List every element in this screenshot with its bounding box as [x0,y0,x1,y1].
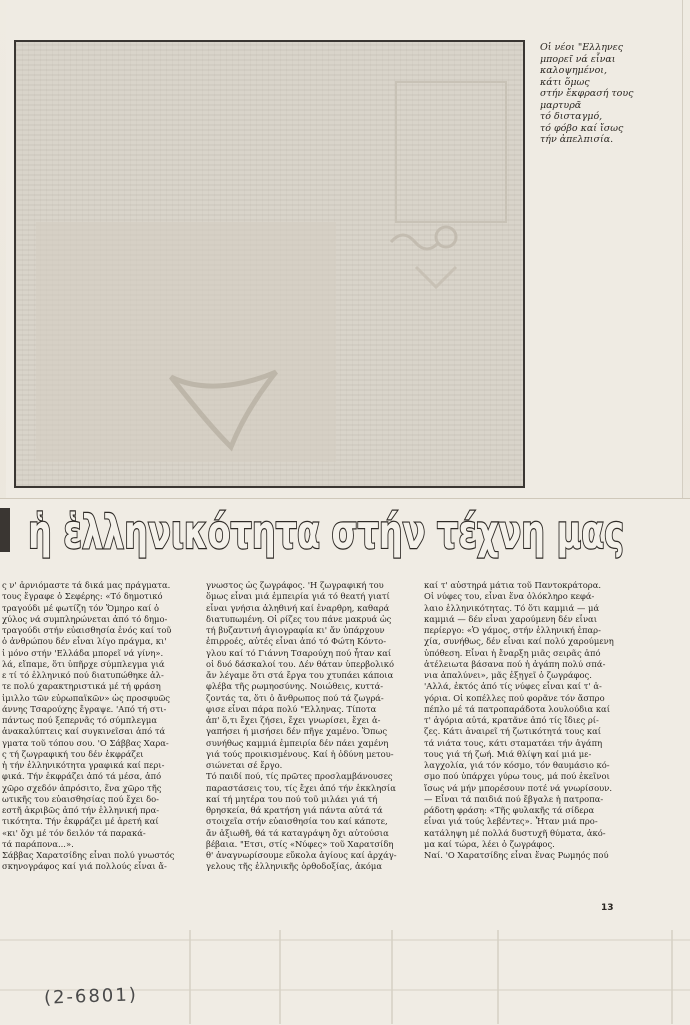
faded-photograph [14,40,525,488]
article-text-line: τά νιάτα τους, κάτι σταματάει τήν ἀγάπη [424,737,603,748]
article-text-line: λά, εἴπαμε, ὅτι ὑπῆρχε σύμπλεγμα γιά [2,658,165,669]
caption-line: τό δισταγμό, [540,111,603,122]
article-text-line: παραστάσεις του, τίς ἔχει ἀπό τήν ἐκκλησία [206,782,396,793]
article-text-line: πέπλο μέ τά πατροπαράδοτα λουλούδια καί [424,703,610,714]
article-text-line: τικότητα. Τήν ἐκφράζει μέ ἀρετή καί [2,816,159,827]
article-text-line: ἀτέλειωτα βάσανα πού ἡ ἀγάπη πολύ σπά- [424,658,606,669]
article-text-line: μα καί τώρα, λέει ὁ ζωγράφος. [424,838,555,849]
article-text-line: τραγούδι μέ φωτίζη τόν Ὅμηρο καί ὁ [2,602,160,613]
caption-line: τήν ἀπελπισία. [540,134,614,145]
article-text-line: λαιο ἑλληνικότητας. Τό ὅτι καμμιά — μά [424,602,600,613]
article-text-line: ὁ ἀνθρώπου δέν εἶναι λίγο πράγμα, κι' [2,636,167,647]
article-text-line: ζες. Κάτι ἀναιρεῖ τή ζωτικότητά τους καί [424,726,602,737]
article-text-line: γματα τοῦ τόπου σου. 'Ο Σάββας Χαρα- [2,737,169,748]
article-text-line: ς τή ζωγραφική του δέν ἐκφράζει [2,748,144,759]
article-text-line: Ναί. 'Ο Χαρατσίδης εἶναι ἕνας Ρωμηός πού [424,850,609,860]
photo-caption [540,42,640,146]
article-text-line: συνήθως καμμιά ἐμπειρία δέν πάει χαμένη [206,737,389,748]
article-text-line: ἰ μόνο στήν 'Ελλάδα μπορεῖ νά γίνη». [2,647,164,658]
article-text-line: οἱ δυό δάσκαλοί του. Δέν θάταν ὑπερβολικό [206,658,395,669]
article-text-line: Τό παιδί πού, τίς πρῶτες προσλαμβάνουσες [206,771,393,782]
caption-line: μαρτυρᾶ [540,99,582,111]
article-text-line: πάντως πού ξεπερνᾶς τό σύμπλεγμα [2,715,158,725]
article-text-line: ἄν λέγαμε ὅτι στά ἔργα του χτυπάει κάποια [206,670,394,680]
article-text-line: χῶρο σχεδόν ἀπρόσιτο, ἕνα χῶρο τῆς [2,782,162,793]
article-text-line: γνωστος ὡς ζωγράφος. 'Η ζωγραφική του [206,580,384,590]
article-text-line: γλου καί τό Γιάννη Τσαρούχη πού ἦταν καί [206,647,392,658]
article-text-line: τά παράπονα...». [2,838,74,849]
headline-text: ἡ ἑλληνικότητα στήν τέχνη μας [28,505,624,559]
article-column-1 [2,580,188,873]
article-text-line: ἴσως νά μήν μπορέσουν ποτέ νά γνωρίσουν. [424,782,612,793]
article-text-line: καί τ' αὐστηρά μάτια τοῦ Παντοκράτορα. [424,580,602,590]
article-text-line: σιώνεται σέ ἔργο. [206,760,283,770]
article-text-line: τους γιά τή ζωή. Μιά θλίψη καί μιά με- [424,748,592,759]
article-text-line: Σάββας Χαρατσίδης εἶναι πολύ γνωστός [2,850,175,860]
caption-line: στήν ἔκφρασή τους [540,88,634,99]
article-text-line: σμο πού ὑπάρχει γύρω τους, μά πού ἐκεῖνοι [424,771,610,782]
article-text-line: τ' ἀγόρια αὐτά, κρατᾶνε ἀπό τίς ἴδιες ρί- [424,715,599,725]
article-text-line: εστῆ ἀκριβῶς ἀπό τήν ἑλληνική πρα- [2,805,160,815]
article-text-line: στοιχεῖα στήν εὐαισθησία του καί κάποτε, [206,816,388,827]
article-text-line: 'Αλλά, ἐκτός ἀπό τίς νύφες εἶναι καί τ' ἀ- [424,681,602,692]
article-text-line: γαπήσει ή μισήσει δέν πῆγε χαμένο. Ὅπως [206,726,388,737]
caption-line: μπορεῖ νά εἶναι [540,53,616,65]
article-headline [0,500,640,564]
article-text-line: εἶναι γιά τούς λεβέντες». Ἦταν μιά προ- [424,816,598,827]
article-text-line: ς ν' ἀρνιόμαστε τά δικά μας πράγματα. [2,580,171,590]
article-text-line: γόρια. Οἱ κοπέλλες πού φορᾶνε τόν ἄσπρο [424,692,605,703]
article-column-3 [424,580,624,861]
article-text-line: ωτικῆς του εὐαισθησίας πού ἔχει δο- [2,793,160,804]
faded-photograph-image [16,42,523,486]
handwritten-archive-note: (2-6801) [43,984,139,1009]
article-text-line: ἰμιλλο τῶν εὐρωπαϊκῶν» ὡς προσφυῶς [2,692,170,703]
article-text-line: — Εἶναι τά παιδιά πού ἔβγαλε ἡ πατροπα- [424,793,604,804]
article-text-line: λαγχολία, γιά τόν κόσμο, τόν θαυμάσιο κό- [424,760,610,770]
article-text-line: γελους τῆς ἑλληνικῆς ὀρθοδοξίας, ἀκόμα [206,861,382,872]
article-text-line: τραγούδι στήν εὐαισθησία ἑνός καί τοῦ [2,625,172,635]
article-text-line: διατυπωμένη. Οἱ ρίζες του πάνε μακρυά ὡς [206,613,392,624]
article-text-line: γιά τούς προικισμένους. Καί ἡ ὀδύνη μετου- [206,748,394,759]
article-text-line: ράδοτη φράση: «Τῆς φυλακῆς τά σίδερα [424,805,595,815]
article-text-line: νια ἀπαλύνει», μᾶς ἐξηγεῖ ὁ ζωγράφος. [424,670,592,680]
page-number: 13 [601,903,614,913]
article-text-line: χύλος νά συμπληρώνεται ἀπό τό δημο- [2,613,168,624]
article-text-line: σκηνογράφος καί γιά πολλούς εἶναι ἄ- [2,861,167,872]
article-text-line: καμμιά — δέν εἶναι χαρούμενη δέν εἶναι [424,613,597,624]
article-text-line: ὅμως εἶναι μιά ἐμπειρία γιά τό θεατή γιατί [206,591,390,602]
article-text-line: ζοντάς τα, ὅτι ὁ ἄνθρωπος πού τά ζωγρά- [206,692,384,703]
article-text-line: θρησκεία, θά κρατήση γιά πάντα αὐτά τά [206,805,383,815]
article-text-line: χία, συνήθως, δέν εἶναι καί πολύ χαρούμενη [424,636,614,647]
article-text-line: περίεργο: «Ὁ γάμος, στήν ἑλληνική ἐπαρ- [424,625,601,635]
article-text-line: φικά. Τήν ἐκφράζει ἀπό τά μέσα, ἀπό [2,771,162,782]
article-text-line: Οἱ νύφες του, εἶναι ἕνα ὁλόκληρο κεφά- [424,591,595,602]
article-text-line: θ' ἀναγνωρίσουμε εὔκολα ἁγίους καί ἀρχάγ- [206,850,397,860]
article-text-line: φλέβα τῆς ρωμηοσύνης. Νοιώθεις, κυττά- [206,681,384,692]
article-text-line: ἡ τήν ἑλληνικότητα γραφικά καί περι- [2,760,165,770]
article-text-line: ε τί τό ἑλληνικό πού διατυπώθηκε ἀλ- [2,670,164,680]
article-text-line: βέβαια. "Ετσι, στίς «Νύφες» τοῦ Χαρατσίδη [206,838,394,849]
article-column-2 [206,580,406,873]
article-text-line: ἐπιρροές, αὐτές εἶναι ἀπό τό Φώτη Κόντο- [206,636,387,647]
article-text-line: ἀπ' ὅ,τι ἔχει ζήσει, ἔχει γνωρίσει, ἔχει ἀ- [206,715,381,725]
article-text-line: ἄν ἀξιωθῆ, θά τά καταγράψη ὄχι αὐτούσια [206,827,389,838]
caption-line: καλοψημένοι, [540,65,608,76]
caption-line: Οἱ νέοι "Ελληνες [540,42,624,53]
article-text-line: φισε εἶναι πάρα πολύ "Ελληνας. Τίποτα [206,703,377,714]
article-text-line: ὑπόθεση. Εἶναι ἡ ἔναρξη μιᾶς σειρᾶς ἀπό [424,647,601,658]
article-text-line: καί τή μητέρα του πού τοῦ μιλάει γιά τή [206,793,378,804]
article-text-line: ἀνακαλύπτεις καί συγκινεῖσαι ἀπό τά [2,726,166,737]
article-text-line: τους ἔγραφε ὁ Σεφέρης: «Τό δημοτικό [2,591,163,602]
article-text-line: τε πολύ χαρακτηριστικά μέ τή φράση [2,681,161,692]
article-text-line: κατάληψη μέ πολλά δυστυχῆ θύματα, ἀκό- [424,827,606,838]
article-text-line: «κι' ὄχι μέ τόν δειλόν τά παρακά- [2,827,146,838]
article-text-line: άννης Τσαρούχης ἔγραψε. 'Από τή στι- [2,703,167,714]
article-text-line: τή βυζαντινή ἁγιογραφία κι' ἄν ὑπάρχουν [206,625,385,635]
caption-line: τό φόβο καί ἴσως [540,122,624,134]
article-text-line: εἶναι γνήσια ἀληθινή καί ἐναρθρη, καθαρά [206,602,390,613]
caption-line: κάτι ὅμως [540,76,590,88]
